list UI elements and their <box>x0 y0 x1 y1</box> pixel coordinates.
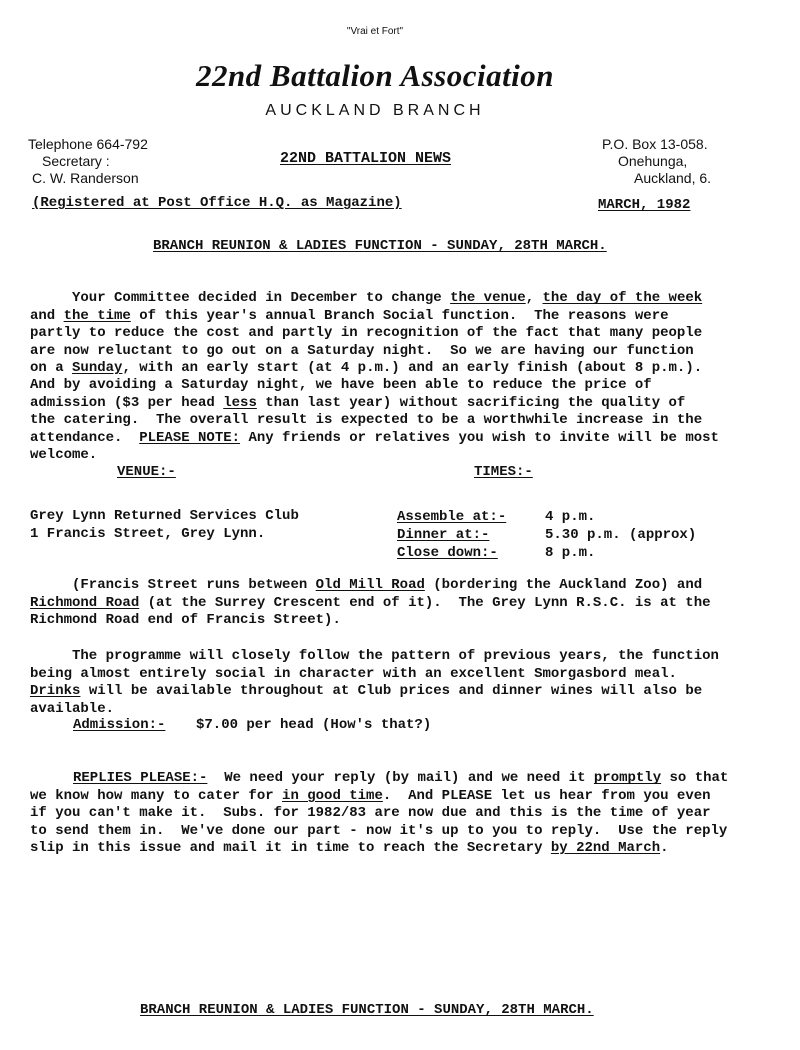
admission-label: Admission:- <box>73 717 166 733</box>
venue-heading: VENUE:- <box>117 464 176 480</box>
text-line <box>30 430 760 447</box>
text-line: are now reluctant to go out on a Saturday night. So we are having our function <box>30 342 694 359</box>
contact-block <box>28 136 148 187</box>
programme-paragraph <box>30 631 760 753</box>
text-line: the catering. The overall result is expected to be a worthwhile increase in the <box>30 412 703 429</box>
text-span: admission ($3 per head <box>30 394 224 411</box>
text-span: . <box>660 840 669 857</box>
branch-name: AUCKLAND BRANCH <box>265 102 485 119</box>
text-line: partly to reduce the cost and partly in recognition of the fact that many people <box>30 325 703 342</box>
text-span: so that <box>661 770 729 787</box>
secretary-label: Secretary : <box>42 153 110 169</box>
newsletter-title: 22ND BATTALION NEWS <box>280 150 452 167</box>
text-line <box>30 595 760 612</box>
please-note: PLEASE NOTE: <box>139 429 241 446</box>
po-box: P.O. Box 13-058. <box>602 136 708 152</box>
close-time: 8 p.m. <box>545 545 596 561</box>
text-span: attendance. <box>30 429 140 446</box>
venue-line-2: 1 Francis Street, Grey Lynn. <box>30 526 266 542</box>
in-good-time: in good time <box>282 787 383 804</box>
richmond-road: Richmond Road <box>30 594 140 611</box>
text-line <box>30 290 760 307</box>
text-span: Any friends or relatives you wish to invite will be most <box>240 429 719 446</box>
emphasis-day: the day of the week <box>542 290 703 307</box>
dinner-label: Dinner at:- <box>397 527 490 543</box>
address-block <box>598 136 711 187</box>
text-span: than last year) without sacrificing the quality of <box>256 394 686 411</box>
text-span: , <box>525 290 543 307</box>
times-heading: TIMES:- <box>474 464 533 480</box>
text-line: being almost entirely social in character with an excellent Smorgasbord meal. <box>30 665 677 682</box>
emphasis-less: less <box>223 394 257 411</box>
text-span: (Francis Street runs between <box>30 577 316 594</box>
admission-price: $7.00 per head (How's that?) <box>196 717 432 733</box>
text-span: We need your reply (by mail) and we need it <box>207 770 594 787</box>
text-span: slip in this issue and mail it in time to reach the Secretary <box>30 840 551 857</box>
text-line <box>30 683 760 700</box>
text-line: And by avoiding a Saturday night, we have been able to reduce the price of <box>30 377 652 394</box>
emphasis-venue: the venue <box>450 290 526 307</box>
text-line <box>30 770 760 787</box>
deadline: by 22nd March <box>550 840 661 857</box>
text-line <box>30 395 760 412</box>
text-line: available. <box>30 700 115 717</box>
emphasis-time: the time <box>63 307 131 324</box>
replies-paragraph <box>30 753 760 892</box>
association-title: 22nd Battalion Association <box>195 58 555 93</box>
text-span: , with an early start (at 4 p.m.) and an early finish (about 8 p.m.). <box>122 360 703 377</box>
emphasis-sunday: Sunday <box>72 360 123 377</box>
text-line: to send them in. We've done our part - now it's up to you to reply. Use the reply <box>30 822 728 839</box>
issue-date: MARCH, 1982 <box>598 197 691 213</box>
assemble-time: 4 p.m. <box>545 509 596 525</box>
text-line <box>30 308 760 325</box>
text-span: we know how many to cater for <box>30 787 283 804</box>
suburb: Onehunga, <box>618 153 688 169</box>
text-line <box>30 360 760 377</box>
assemble-label: Assemble at:- <box>397 509 507 525</box>
text-span: of this year's annual Branch Social function. The reasons were <box>130 307 669 324</box>
venue-line-1: Grey Lynn Returned Services Club <box>30 508 299 524</box>
text-line: if you can't make it. Subs. for 1982/83 are now due and this is the time of year <box>30 805 711 822</box>
dinner-time: 5.30 p.m. (approx) <box>545 527 697 543</box>
motto: "Vrai et Fort" <box>346 26 404 37</box>
text-span: and <box>30 307 64 324</box>
city: Auckland, 6. <box>634 170 712 186</box>
old-mill-road: Old Mill Road <box>315 577 425 594</box>
event-heading: BRANCH REUNION & LADIES FUNCTION - SUNDAY, 28TH MARCH. <box>153 238 607 254</box>
text-line <box>30 577 760 594</box>
text-line <box>30 840 760 857</box>
text-line: welcome. <box>30 447 98 464</box>
close-label: Close down:- <box>397 545 498 561</box>
text-span: will be available throughout at Club prices and dinner wines will also be <box>80 683 703 700</box>
footer-heading: BRANCH REUNION & LADIES FUNCTION - SUNDAY, 28TH MARCH. <box>140 1002 594 1018</box>
text-span: . And PLEASE let us hear from you even <box>382 787 711 804</box>
text-line <box>30 788 760 805</box>
text-line: The programme will closely follow the pattern of previous years, the function <box>30 648 719 665</box>
replies-label: REPLIES PLEASE:- <box>73 770 208 787</box>
text-span: Your Committee decided in December to change <box>30 290 451 307</box>
drinks: Drinks <box>30 683 81 700</box>
secretary-name: C. W. Randerson <box>32 170 139 186</box>
telephone: Telephone 664-792 <box>28 136 148 152</box>
registration-note: (Registered at Post Office H.Q. as Magazine) <box>32 195 402 211</box>
text-line: Richmond Road end of Francis Street). <box>30 612 341 629</box>
text-span: (at the Surrey Crescent end of it). The Grey Lynn R.S.C. is at the <box>139 594 711 611</box>
text-span: (bordering the Auckland Zoo) and <box>424 577 703 594</box>
text-span: on a <box>30 360 73 377</box>
promptly: promptly <box>593 770 662 787</box>
